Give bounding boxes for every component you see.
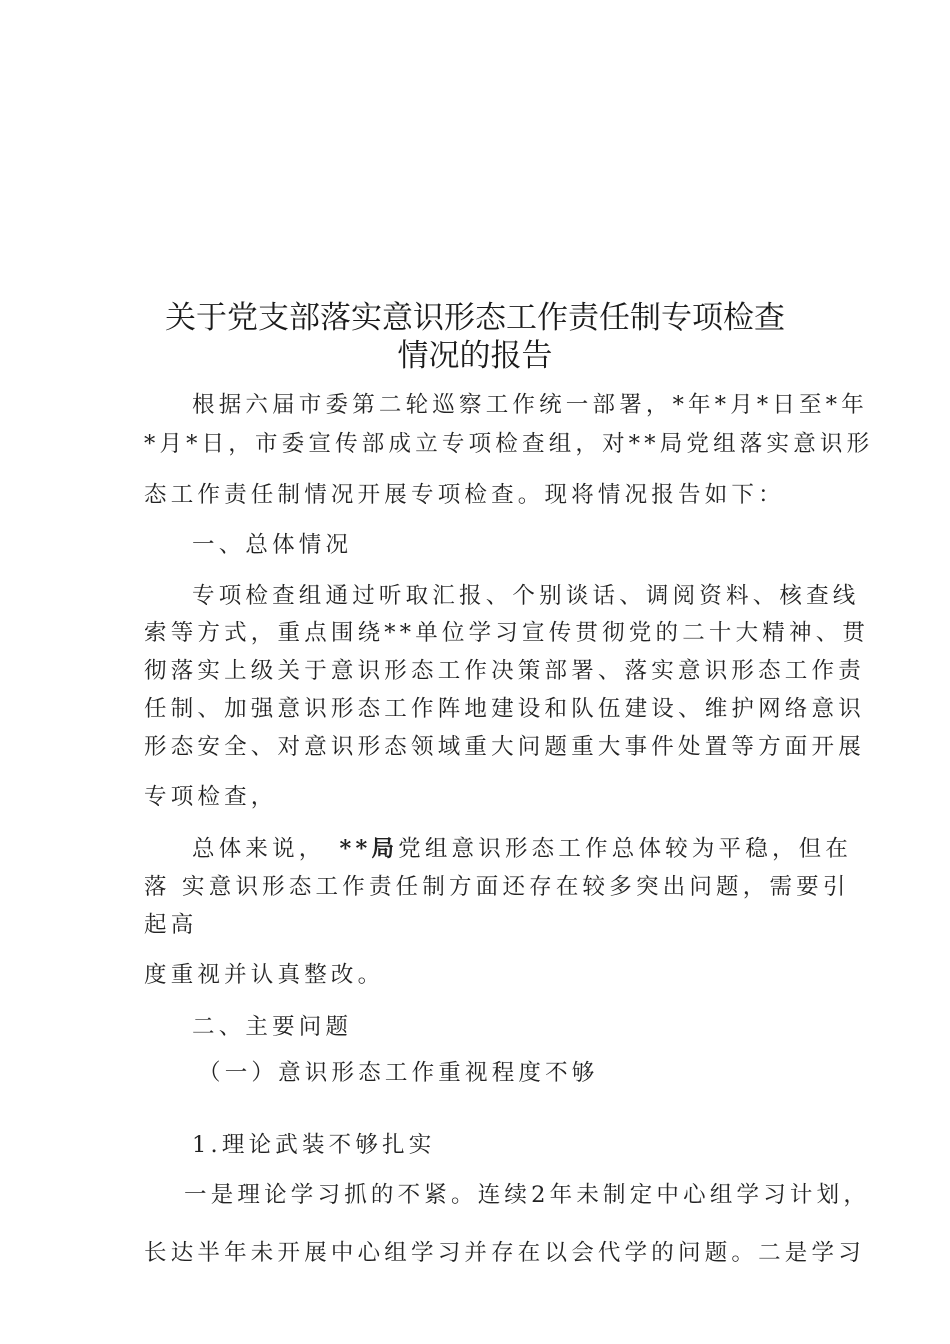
bureau-name-bold: **局 <box>339 836 399 862</box>
section-1-para-2-line-1 <box>192 834 852 864</box>
section-1-para-1-line-2: 索等方式，重点围绕**单位学习宣传贯彻党的二十大精神、贯 <box>144 620 870 646</box>
item-1-para-line-2: 长达半年未开展中心组学习并存在以会代学的问题。二是学习 <box>144 1240 865 1266</box>
section-1-para-1-line-6: 专项检查， <box>144 784 278 810</box>
section-1-para-1-line-3: 彻落实上级关于意识形态工作决策部署、落实意识形态工作责 <box>144 658 865 684</box>
section-1-para-2-line-3: 起高 <box>144 912 198 938</box>
intro-line-3: 态工作责任制情况开展专项检查。现将情况报告如下： <box>144 482 785 508</box>
section-1-para-2-line-4: 度重视并认真整改。 <box>144 962 385 988</box>
section-1-para-1-line-5: 形态安全、对意识形态领域重大问题重大事件处置等方面开展 <box>144 734 865 760</box>
item-1-heading: 1.理论武装不够扎实 <box>192 1132 436 1158</box>
section-1-para-1-line-1: 专项检查组通过听取汇报、个别谈话、调阅资料、核查线 <box>192 583 860 609</box>
document-title-line-2: 情况的报告 <box>397 338 553 374</box>
document-title-line-1: 关于党支部落实意识形态工作责任制专项检查 <box>165 300 785 336</box>
intro-line-1: 根据六届市委第二轮巡察工作统一部署，*年*月*日至*年 <box>192 392 868 418</box>
item-1-para-line-1: 一是理论学习抓的不紧。连续2年未制定中心组学习计划， <box>184 1182 871 1208</box>
section-2-subheading: （一）意识形态工作重视程度不够 <box>198 1060 599 1086</box>
section-1-heading: 一、总体情况 <box>192 532 353 558</box>
intro-line-2: *月*日，市委宣传部成立专项检查组，对**局党组落实意识形 <box>144 431 874 457</box>
para-2-prefix: 总体来说， <box>192 836 326 862</box>
section-1-para-2-line-2: 落 实意识形态工作责任制方面还存在较多突出问题，需要引 <box>144 874 850 900</box>
section-2-heading: 二、主要问题 <box>192 1014 353 1040</box>
section-1-para-1-line-4: 任制、加强意识形态工作阵地建设和队伍建设、维护网络意识 <box>144 696 865 722</box>
para-2-line-1-rest: 党组意识形态工作总体较为平稳，但在 <box>398 836 853 862</box>
